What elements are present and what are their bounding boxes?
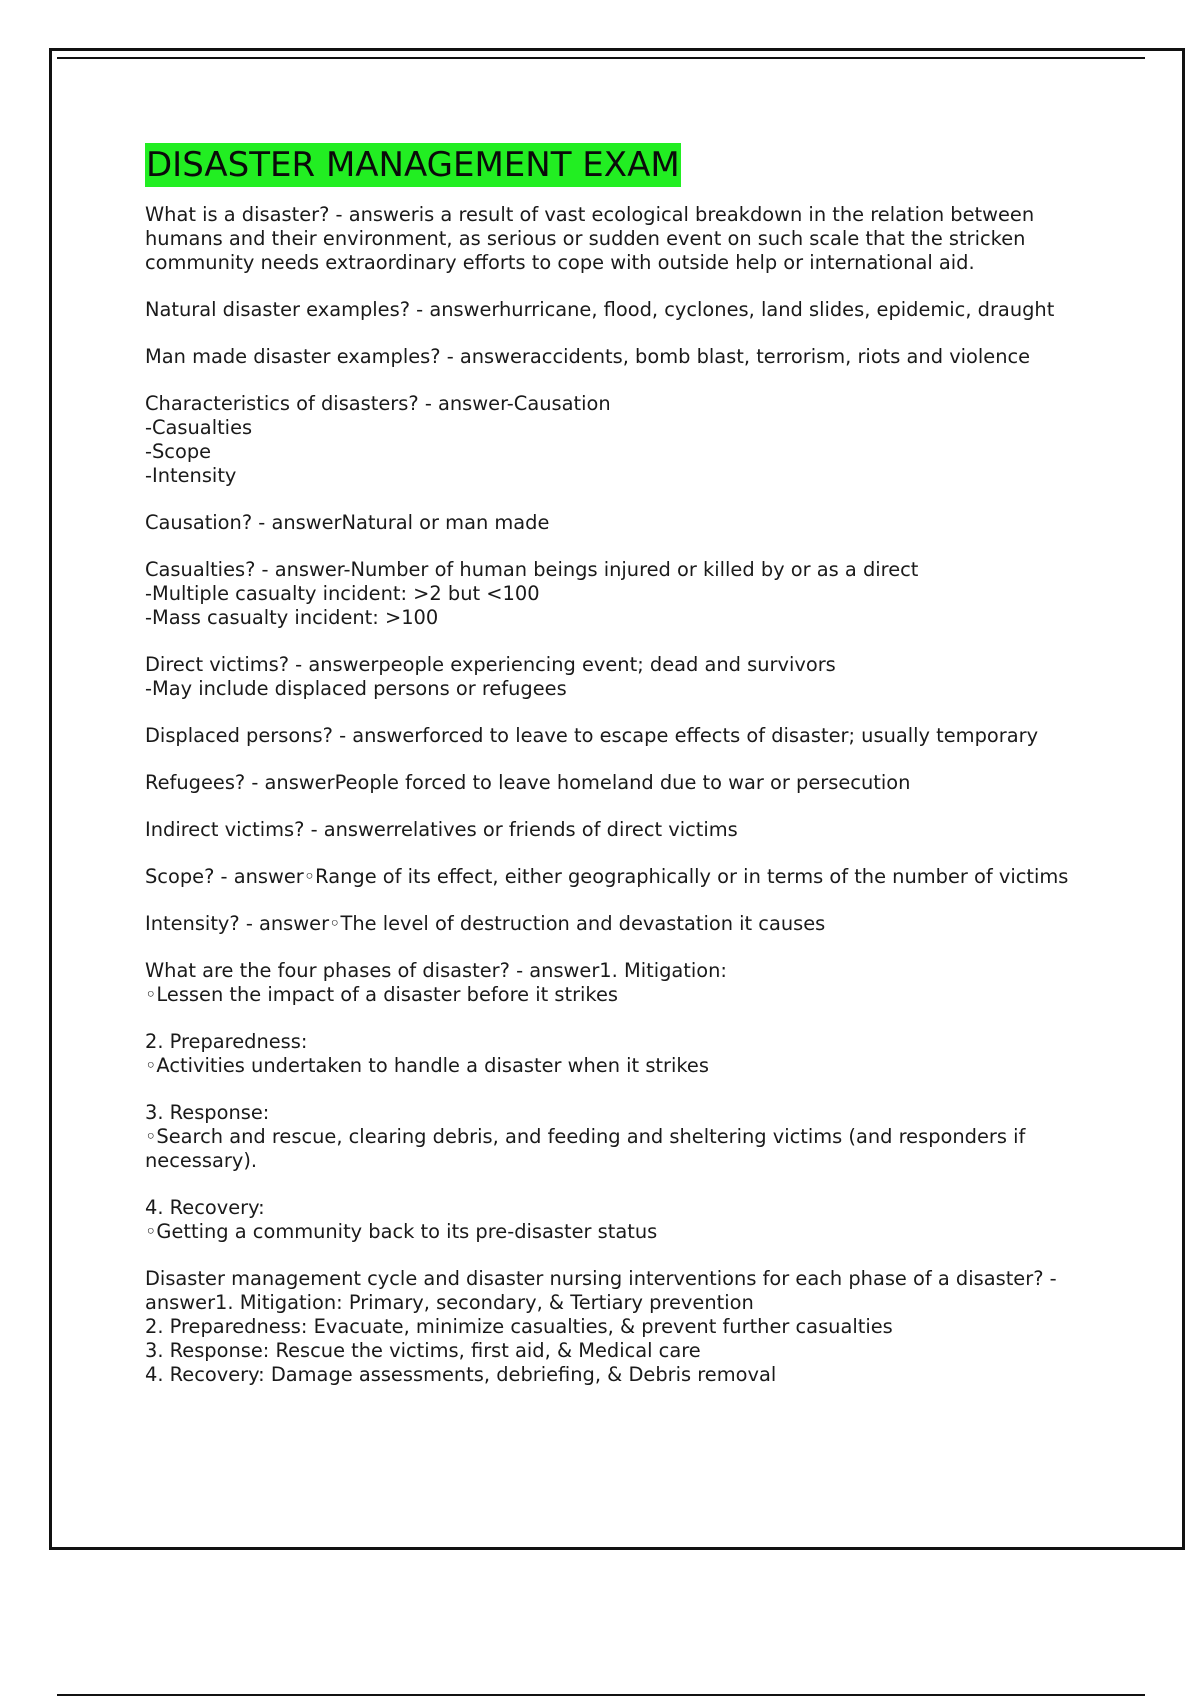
qa-item [145, 558, 1095, 630]
qa-line: Natural disaster examples? - answerhurricane, flood, cyclones, land slides, epidemic, draught [145, 298, 1055, 321]
qa-line: 4. Recovery: Damage assessments, debriefing, & Debris removal [145, 1363, 777, 1386]
qa-line: 2. Preparedness: Evacuate, minimize casualties, & prevent further casualties [145, 1315, 893, 1338]
qa-line: 3. Response: [145, 1101, 270, 1124]
qa-item [145, 865, 1095, 889]
qa-item [145, 1101, 1095, 1173]
qa-line: Disaster management cycle and disaster nursing interventions for each phase of a disaster? - answer1. Mitigation: Primary, secondary, & Tertiary prevention [145, 1267, 1063, 1314]
qa-line: Causation? - answerNatural or man made [145, 511, 550, 534]
qa-line: Intensity? - answer◦The level of destruction and devastation it causes [145, 912, 826, 935]
qa-line: Casualties? - answer-Number of human beings injured or killed by or as a direct [145, 558, 919, 581]
top-rule [57, 57, 1145, 59]
qa-list [145, 203, 1095, 1387]
qa-line: Displaced persons? - answerforced to leave to escape effects of disaster; usually temporary [145, 724, 1039, 747]
bottom-rule [57, 1694, 1145, 1696]
qa-line: -Scope [145, 440, 212, 463]
qa-line: What is a disaster? - answeris a result of vast ecological breakdown in the relation between humans and their environment, as serious or sudden event on such scale that the stricken community needs extraordinary efforts to cope with outside help or international aid. [145, 203, 1041, 274]
qa-line: ◦Getting a community back to its pre-disaster status [145, 1220, 658, 1243]
qa-line: 4. Recovery: [145, 1196, 265, 1219]
qa-item [145, 724, 1095, 748]
qa-item [145, 1030, 1095, 1078]
qa-line: Direct victims? - answerpeople experiencing event; dead and survivors [145, 653, 836, 676]
qa-item [145, 959, 1095, 1007]
qa-line: -Casualties [145, 416, 253, 439]
qa-item [145, 1196, 1095, 1244]
qa-line: ◦Activities undertaken to handle a disaster when it strikes [145, 1054, 709, 1077]
qa-line: ◦Lessen the impact of a disaster before it strikes [145, 983, 619, 1006]
qa-line: ◦Search and rescue, clearing debris, and feeding and sheltering victims (and responders if necessary). [145, 1125, 1032, 1172]
qa-item [145, 203, 1095, 275]
qa-line: -Intensity [145, 464, 237, 487]
qa-line: -May include displaced persons or refugees [145, 677, 567, 700]
qa-item [145, 298, 1095, 322]
qa-item [145, 511, 1095, 535]
qa-item [145, 345, 1095, 369]
qa-item [145, 392, 1095, 488]
qa-line: -Multiple casualty incident: >2 but <100 [145, 582, 540, 605]
qa-item [145, 818, 1095, 842]
qa-line: 3. Response: Rescue the victims, first aid, & Medical care [145, 1339, 701, 1362]
qa-line: Indirect victims? - answerrelatives or friends of direct victims [145, 818, 738, 841]
qa-line: Man made disaster examples? - answeraccidents, bomb blast, terrorism, riots and violence [145, 345, 1031, 368]
qa-item [145, 912, 1095, 936]
document-body [145, 143, 1095, 1410]
qa-item [145, 1267, 1095, 1387]
qa-line: Refugees? - answerPeople forced to leave homeland due to war or persecution [145, 771, 911, 794]
qa-item [145, 653, 1095, 701]
qa-line: -Mass casualty incident: >100 [145, 606, 439, 629]
qa-line: Scope? - answer◦Range of its effect, either geographically or in terms of the number of victims [145, 865, 1069, 888]
qa-line: Characteristics of disasters? - answer-Causation [145, 392, 611, 415]
document-title: DISASTER MANAGEMENT EXAM [146, 145, 680, 185]
qa-line: 2. Preparedness: [145, 1030, 308, 1053]
qa-item [145, 771, 1095, 795]
qa-line: What are the four phases of disaster? - answer1. Mitigation: [145, 959, 727, 982]
